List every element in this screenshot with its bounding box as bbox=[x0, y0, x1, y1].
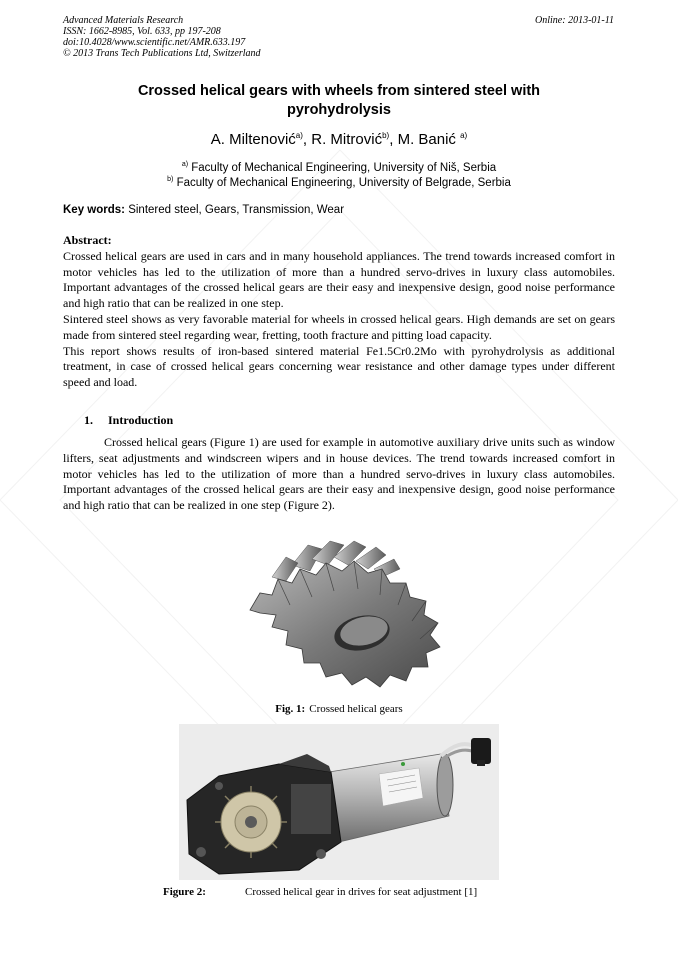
motor-drive-illustration bbox=[179, 724, 499, 880]
affiliation-text: Faculty of Mechanical Engineering, University of Belgrade, Serbia bbox=[176, 176, 511, 189]
figure-1-caption-text: Crossed helical gears bbox=[309, 703, 403, 715]
figure-1-label: Fig. 1: bbox=[275, 703, 306, 715]
keywords-text: Sintered steel, Gears, Transmission, Wear bbox=[128, 204, 345, 216]
paper-title-line1: Crossed helical gears with wheels from sintered steel with bbox=[137, 83, 541, 99]
author-name: A. Miltenović bbox=[210, 131, 296, 148]
affiliation-text: Faculty of Mechanical Engineering, University of Niš, Serbia bbox=[191, 161, 497, 174]
journal-issn: ISSN: 1662-8985, Vol. 633, pp 197-208 bbox=[63, 26, 221, 37]
section-title: Introduction bbox=[108, 413, 174, 427]
journal-doi: doi:10.4028/www.scientific.net/AMR.633.197 bbox=[63, 37, 246, 48]
keywords bbox=[63, 204, 615, 216]
online-date: Online: 2013-01-11 bbox=[535, 15, 614, 26]
figure-1-caption bbox=[0, 703, 678, 715]
abstract-paragraph: Sintered steel shows as very favorable material for wheels in crossed helical gears. High demands are set on gears made from sintered steel regarding wear, fretting, tooth fracture and pitting load capacity. bbox=[63, 311, 615, 342]
paper-title bbox=[63, 82, 615, 120]
affiliation-a bbox=[63, 161, 615, 174]
keywords-label: Key words: bbox=[63, 204, 125, 216]
author-list: A. Miltenović$^{a)}$, R. Mitrović$^{b)}$, M. Banić $^{a)}$ bbox=[210, 131, 468, 148]
author-affiliation-mark: a) bbox=[295, 131, 303, 140]
affiliation-mark: a) bbox=[181, 161, 189, 168]
journal-copyright: © 2013 Trans Tech Publications Ltd, Switzerland bbox=[63, 48, 261, 59]
section-number: 1. bbox=[84, 413, 93, 427]
journal-header bbox=[63, 15, 261, 59]
author-affiliation-mark: a) bbox=[460, 131, 468, 140]
abstract-paragraph: This report shows results of iron-based sintered material Fe1.5Cr0.2Mo with pyrohydrolysis as additional treatment, in case of crossed helical gears concerning wear resistance and other damage types under different speed and load. bbox=[63, 343, 615, 390]
abstract-heading: Abstract: bbox=[63, 233, 112, 247]
figure-2-caption bbox=[163, 886, 477, 898]
figure-1-gear-image bbox=[230, 535, 460, 690]
author-affiliation-mark: b) bbox=[382, 131, 390, 140]
abstract-paragraph: Crossed helical gears are used in cars and in many household appliances. The trend towards increased comfort in motor vehicles has led to the utilization of more than a hundred servo-drives in luxury class automobiles. Important advantages of the crossed helical gears are their easy and inexpensive design, good noise performance and high ratio that can be realized in one step. bbox=[63, 248, 615, 311]
figure-2-label: Figure 2: bbox=[163, 886, 206, 898]
abstract bbox=[63, 233, 615, 391]
figure-2-caption-text: Crossed helical gear in drives for seat adjustment [1] bbox=[245, 886, 478, 898]
affiliation-b bbox=[63, 176, 615, 189]
intro-paragraph: Crossed helical gears (Figure 1) are used for example in automotive auxiliary drive units such as window lifters, seat adjustments and windscreen wipers and in house devices. The trend towards increased comfort in motor vehicles has led to the utilization of more than a hundred servo-drives in luxury class automobiles. Important advantages of the crossed helical gears are their easy and inexpensive design, good noise performance and high ratio that can be realized in one step (Figure 2). bbox=[63, 435, 615, 513]
paper-title-line2: pyrohydrolysis bbox=[287, 102, 391, 118]
section-heading bbox=[84, 413, 173, 428]
figure-2-photo bbox=[179, 724, 499, 880]
journal-name: Advanced Materials Research bbox=[63, 15, 184, 26]
author-name: R. Mitrović bbox=[311, 131, 383, 148]
affiliation-mark: b) bbox=[167, 176, 174, 183]
author-name: M. Banić bbox=[397, 131, 456, 148]
